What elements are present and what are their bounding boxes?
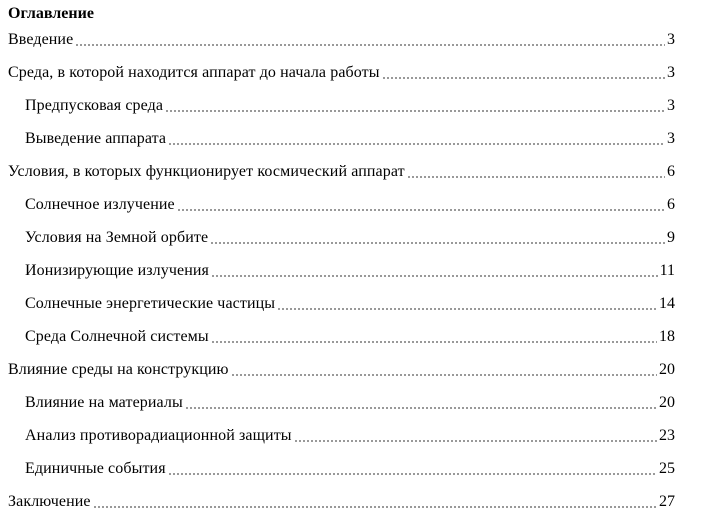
toc-entry-page: 3 [667, 31, 675, 48]
toc-entry[interactable] [8, 28, 675, 50]
toc-entry[interactable] [8, 61, 675, 83]
toc-entry[interactable] [25, 94, 675, 116]
toc-entry[interactable] [25, 127, 675, 149]
toc-entry[interactable] [25, 259, 675, 281]
toc-entry[interactable] [25, 325, 675, 347]
dot-leader [211, 275, 658, 277]
toc-entry-label: Среда Солнечной системы [25, 328, 209, 345]
toc-entry-page: 3 [667, 130, 675, 147]
dot-leader [294, 440, 657, 442]
toc-entry-page: 6 [667, 163, 675, 180]
toc-entry[interactable] [25, 292, 675, 314]
toc-entry-page: 3 [667, 97, 675, 114]
toc-entry-page: 18 [659, 328, 675, 345]
dot-leader [231, 374, 657, 376]
dot-leader [407, 176, 665, 178]
toc-entry-page: 23 [659, 427, 675, 444]
toc-entry[interactable] [8, 490, 675, 512]
toc-entry-page: 25 [659, 460, 675, 477]
toc-entry-label: Условия на Земной орбите [25, 229, 209, 246]
toc-entry-page: 27 [659, 493, 675, 510]
toc-entry-page: 14 [659, 295, 675, 312]
toc-entry-page: 11 [659, 262, 675, 279]
toc-entry-label: Предпусковая среда [25, 97, 164, 114]
toc-entry[interactable] [25, 424, 675, 446]
dot-leader [185, 407, 657, 409]
dot-leader [168, 143, 665, 145]
toc-title: Оглавление [8, 5, 94, 22]
dot-leader [168, 473, 657, 475]
toc-entry-page: 6 [667, 196, 675, 213]
dot-leader [75, 44, 665, 46]
toc-entry-label: Выведение аппарата [25, 130, 167, 147]
toc-entry[interactable] [25, 391, 675, 413]
toc-entry-label: Солнечные энергетические частицы [25, 295, 276, 312]
toc-entry-page: 3 [667, 64, 675, 81]
toc-entry-page: 9 [667, 229, 675, 246]
toc-entry-label: Ионизирующие излучения [25, 262, 209, 279]
toc-entry-page: 20 [659, 361, 675, 378]
dot-leader [382, 77, 665, 79]
dot-leader [210, 242, 665, 244]
toc-entry-label: Солнечное излучение [25, 196, 175, 213]
dot-leader [177, 209, 665, 211]
toc-entry-label: Среда, в которой находится аппарат до начала работы [8, 64, 380, 81]
toc-entry-label: Влияние на материалы [25, 394, 183, 411]
dot-leader [165, 110, 665, 112]
toc-entry[interactable] [8, 358, 675, 380]
toc-entry-label: Влияние среды на конструкцию [8, 361, 229, 378]
toc-entry[interactable] [8, 160, 675, 182]
toc-entry-label: Анализ противорадиационной защиты [25, 427, 292, 444]
toc-entry[interactable] [25, 457, 675, 479]
dot-leader [93, 506, 657, 508]
toc-entry[interactable] [25, 193, 675, 215]
toc-entry-label: Заключение [8, 493, 91, 510]
toc-entry[interactable] [25, 226, 675, 248]
toc-entry-label: Введение [8, 31, 74, 48]
toc-entry-page: 20 [659, 394, 675, 411]
toc-entry-label: Единичные события [25, 460, 166, 477]
dot-leader [277, 308, 657, 310]
toc-entry-label: Условия, в которых функционирует космический аппарат [8, 163, 405, 180]
dot-leader [211, 341, 657, 343]
